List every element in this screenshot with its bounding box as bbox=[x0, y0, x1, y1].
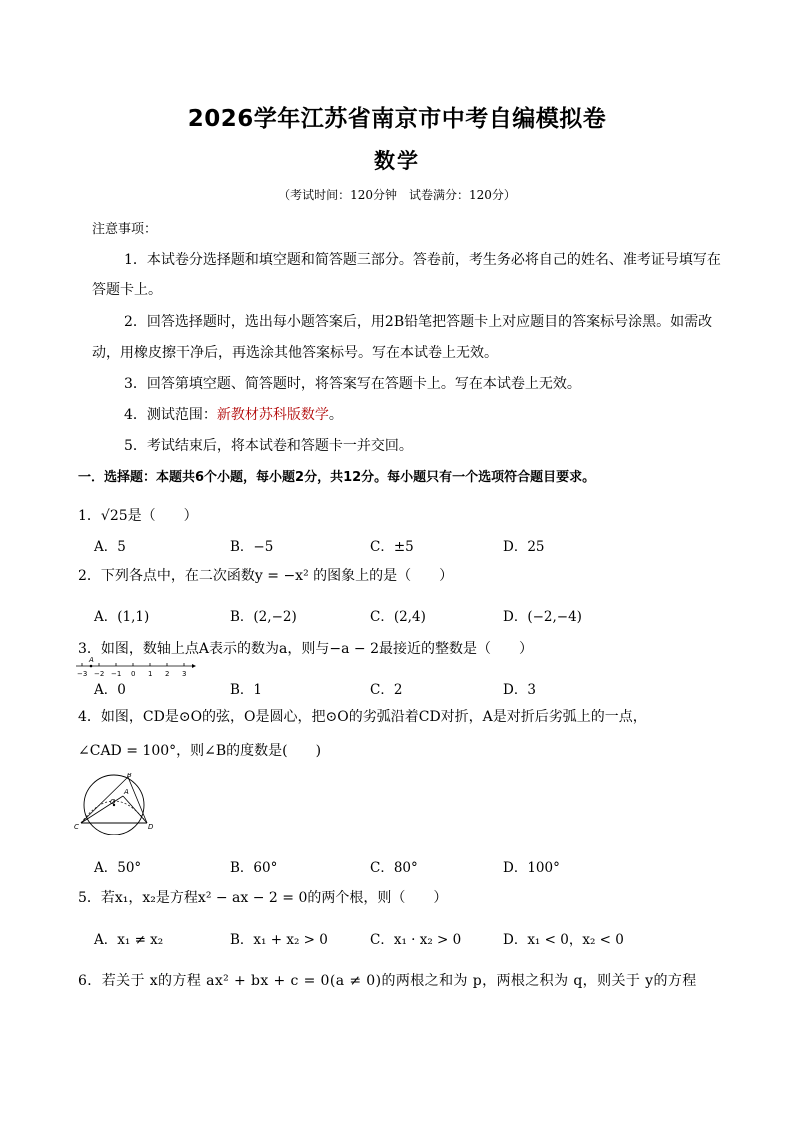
label-o: O bbox=[110, 798, 116, 806]
notice-item-5: 5．考试结束后，将本试卷和答题卡一并交回。 bbox=[124, 438, 413, 454]
segment-cb bbox=[81, 777, 128, 823]
question-3: 3．如图，数轴上点A表示的数为a，则与−a − 2最接近的整数是（ ） bbox=[78, 641, 533, 657]
label-a: A bbox=[124, 788, 129, 796]
tick-label: 2 bbox=[165, 670, 170, 678]
question-5-option-d: D．x₁ < 0，x₂ < 0 bbox=[503, 932, 624, 948]
notice-heading: 注意事项： bbox=[92, 222, 158, 237]
notice-item-4 bbox=[124, 404, 343, 424]
tick-label: 1 bbox=[148, 670, 153, 678]
question-4-option-d: D．100° bbox=[503, 860, 560, 876]
question-5-option-c: C．x₁ · x₂ > 0 bbox=[370, 932, 462, 948]
question-4-option-c: C．80° bbox=[370, 860, 418, 876]
notice-item-1-line-2: 答题卡上。 bbox=[92, 282, 162, 298]
number-line-figure bbox=[74, 654, 198, 680]
question-1-option-d: D．25 bbox=[503, 539, 545, 555]
point-a-dot bbox=[90, 665, 93, 668]
number-line-arrow bbox=[192, 664, 196, 668]
question-2-option-a: A．(1,1) bbox=[94, 609, 150, 625]
tick-label: −1 bbox=[111, 670, 122, 678]
tick-label: −2 bbox=[94, 670, 105, 678]
question-4-option-a: A．50° bbox=[94, 860, 142, 876]
notice-item-2-line-1: 2．回答选择题时，选出每小题答案后，用2B铅笔把答题卡上对应题目的答案标号涂黑。如需改 bbox=[124, 314, 713, 330]
question-3-option-c: C．2 bbox=[370, 682, 403, 698]
label-c: C bbox=[74, 823, 79, 831]
notice-item-2-line-2: 动，用橡皮擦干净后，再选涂其他答案标号。写在本试卷上无效。 bbox=[92, 345, 498, 361]
question-2-option-d: D．(−2,−4) bbox=[503, 609, 582, 625]
question-3-option-b: B．1 bbox=[230, 682, 263, 698]
point-a-label: A bbox=[89, 656, 94, 664]
question-1-option-c: C．±5 bbox=[370, 539, 414, 555]
circle-figure bbox=[74, 773, 156, 835]
question-2-option-b: B．(2,−2) bbox=[230, 609, 297, 625]
question-1-option-b: B．−5 bbox=[230, 539, 274, 555]
segment-bd bbox=[128, 777, 147, 823]
section-1-heading: 一．选择题：本题共6个小题，每小题2分，共12分。每小题只有一个选项符合题目要求。 bbox=[78, 470, 596, 485]
question-4-line-1: 4．如图，CD是⊙O的弦，O是圆心，把⊙O的劣弧沿着CD对折，A是对折后劣弧上的一点， bbox=[78, 709, 647, 725]
notice-item-3: 3．回答第填空题、简答题时，将答案写在答题卡上。写在本试卷上无效。 bbox=[124, 376, 581, 392]
label-b: B bbox=[127, 773, 132, 779]
notice-item-4-suffix: 。 bbox=[328, 407, 343, 423]
question-3-option-a: A．0 bbox=[94, 682, 126, 698]
notice-item-4-prefix: 4．测试范围： bbox=[124, 407, 217, 423]
test-range: 新教材苏科版数学 bbox=[216, 407, 329, 423]
question-3-option-d: D．3 bbox=[503, 682, 536, 698]
exam-title: 2026学年江苏省南京市中考自编模拟卷 bbox=[187, 106, 607, 132]
question-4-option-b: B．60° bbox=[230, 860, 278, 876]
question-5: 5．若x₁，x₂是方程x² − ax − 2 = 0的两个根，则（ ） bbox=[78, 890, 448, 906]
tick-label: −3 bbox=[77, 670, 88, 678]
tick-label: 3 bbox=[182, 670, 187, 678]
question-1-option-a: A．5 bbox=[94, 539, 126, 555]
segment-ca bbox=[81, 796, 123, 823]
label-d: D bbox=[148, 823, 154, 831]
exam-subject: 数学 bbox=[374, 149, 420, 173]
number-line-ticks bbox=[82, 663, 184, 666]
question-4-line-2: ∠CAD = 100°，则∠B的度数是( ) bbox=[78, 743, 322, 759]
notice-item-1-line-1: 1．本试卷分选择题和填空题和简答题三部分。答卷前，考生务必将自己的姓名、准考证号填写在 bbox=[124, 252, 721, 268]
question-2-option-c: C．(2,4) bbox=[370, 609, 426, 625]
tick-label: 0 bbox=[131, 670, 136, 678]
question-5-option-a: A．x₁ ≠ x₂ bbox=[94, 932, 164, 948]
exam-info: （考试时间：120分钟 试卷满分：120分） bbox=[278, 188, 516, 202]
question-2: 2．下列各点中，在二次函数y = −x² 的图象上的是（ ） bbox=[78, 568, 454, 584]
question-1: 1．√25是（ ） bbox=[78, 508, 198, 524]
question-6: 6．若关于 x的方程 ax² + bx + c = 0(a ≠ 0)的两根之和为 p，两根之积为 q，则关于 y的方程 bbox=[78, 973, 697, 989]
question-5-option-b: B．x₁ + x₂ > 0 bbox=[230, 932, 328, 948]
